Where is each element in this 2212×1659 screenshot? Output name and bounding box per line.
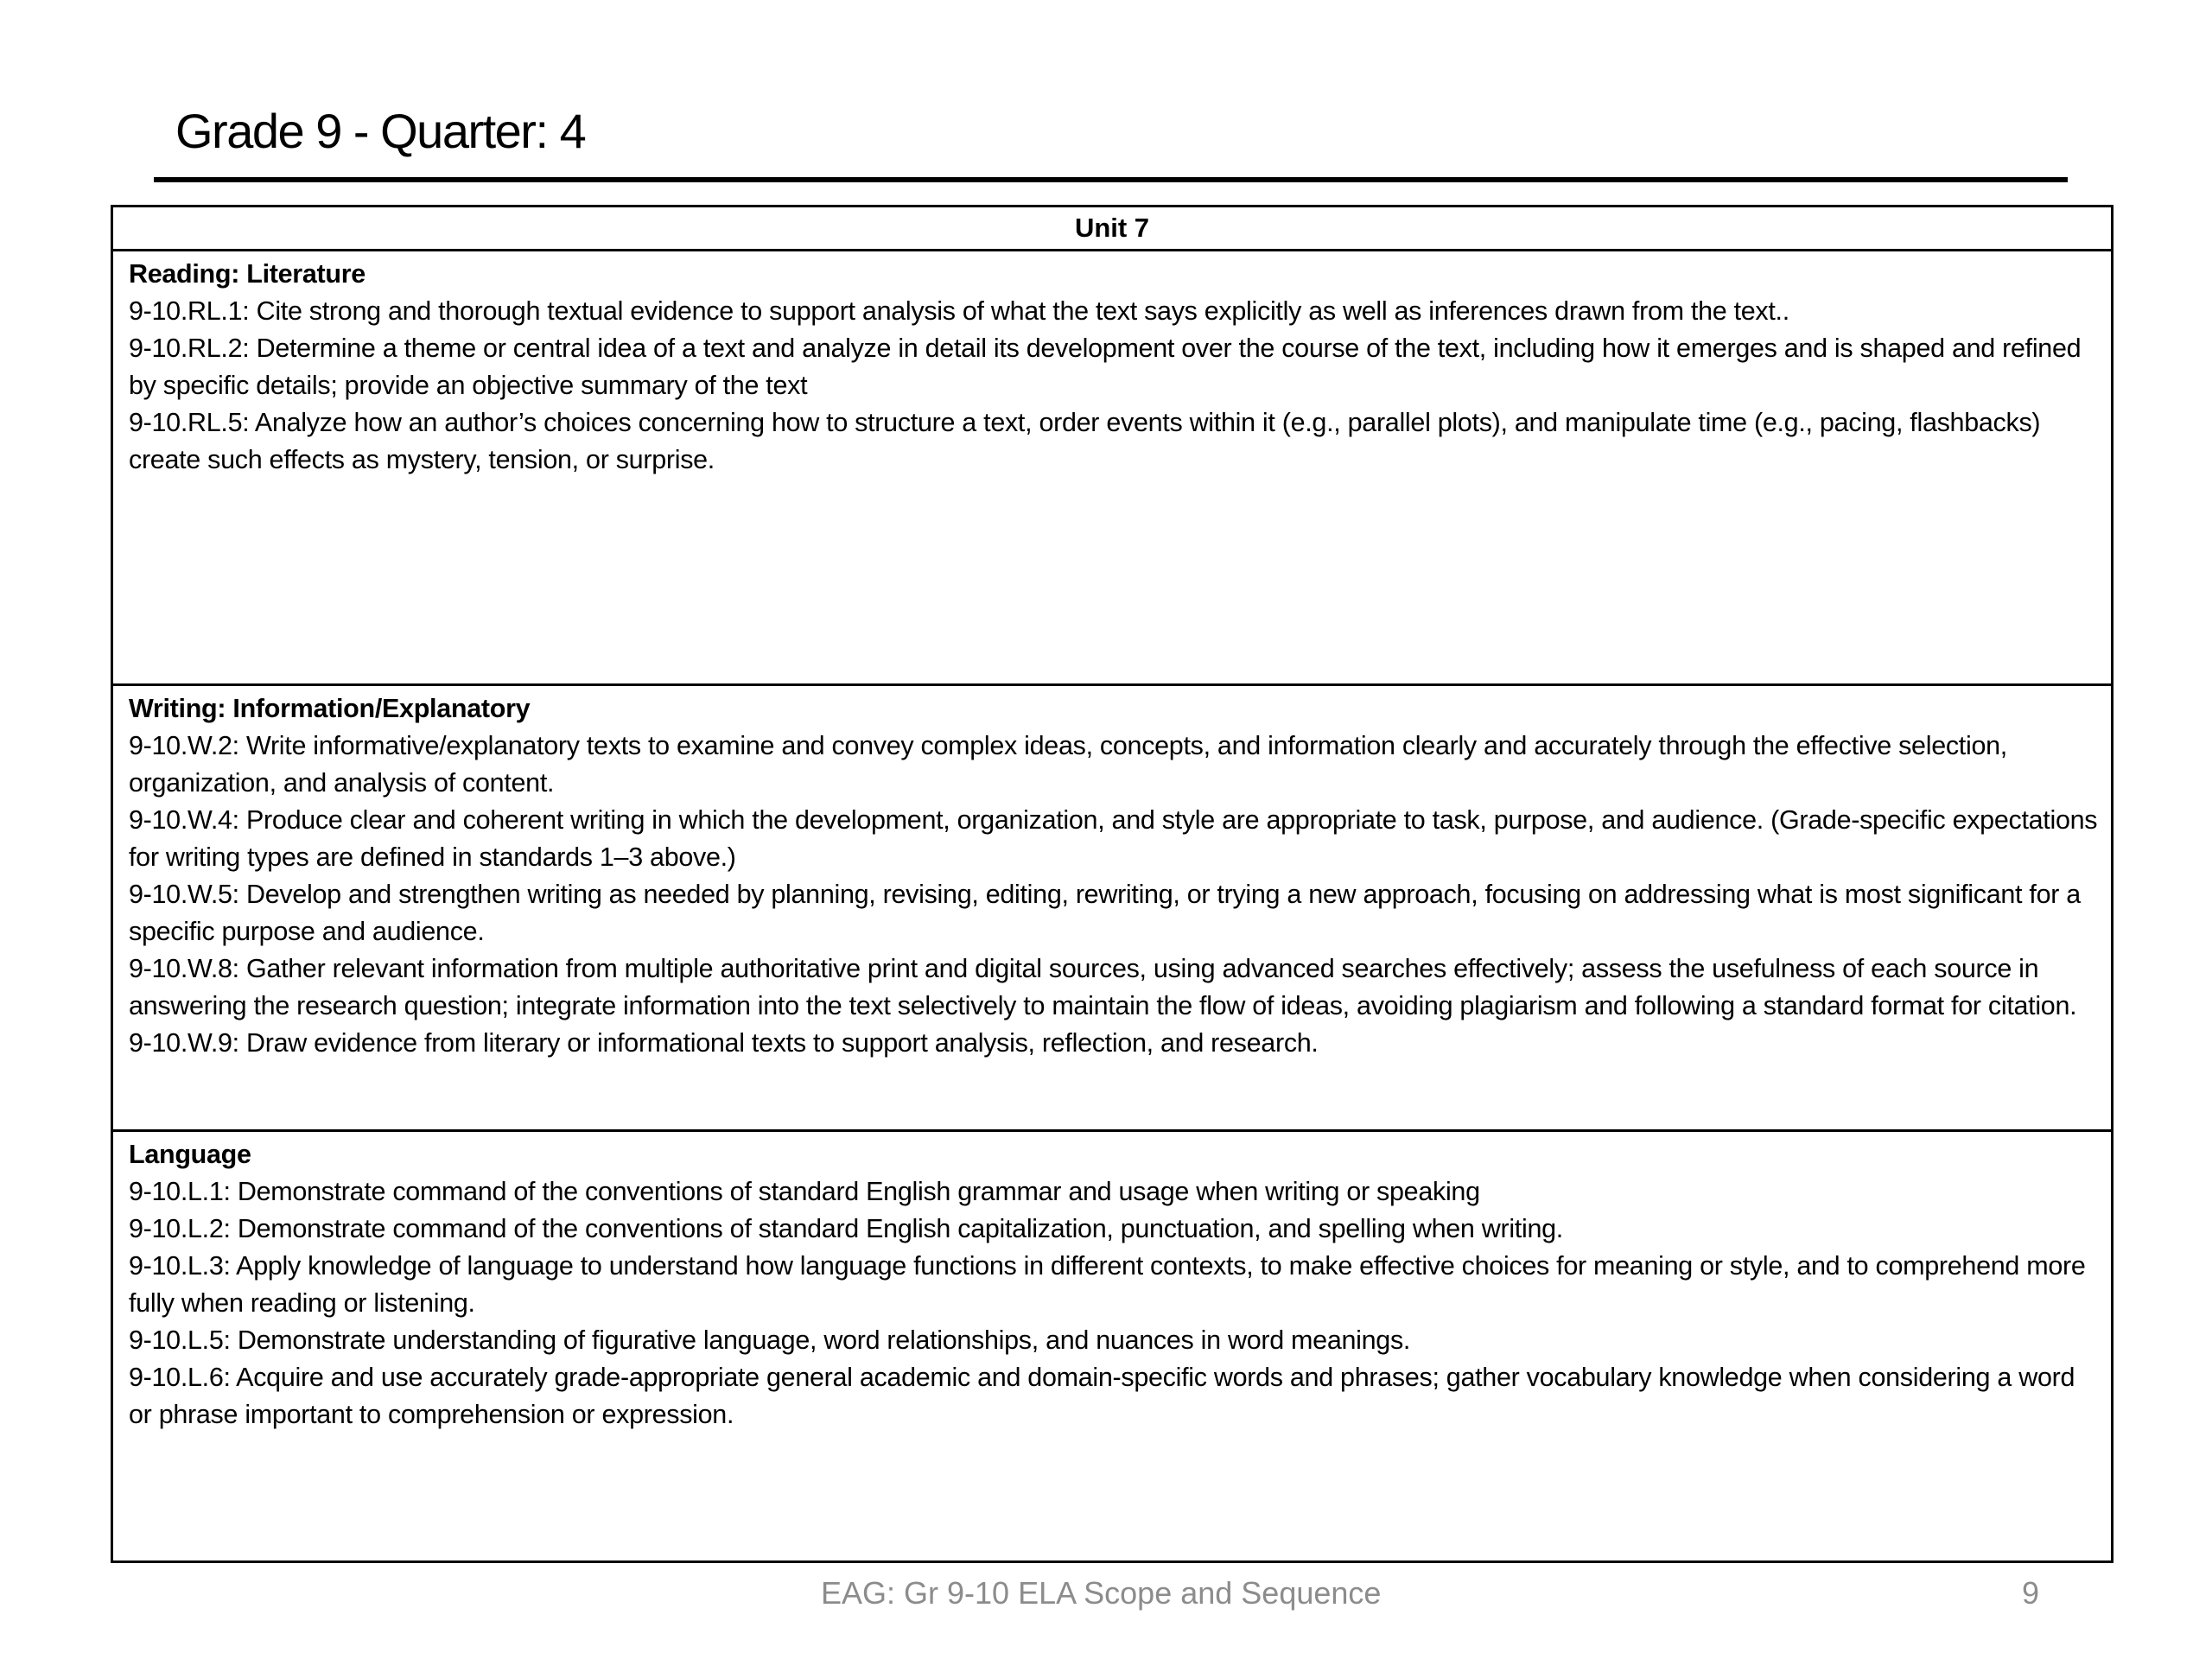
standard-l-6: 9-10.L.6: Acquire and use accurately grade-appropriate general academic and domain-specific words and phrases; gather vocabulary knowledge when considering a word or phrase important to comprehension or expression.	[129, 1363, 2075, 1429]
reading-literature-section	[113, 251, 2111, 686]
standard-w-2: 9-10.W.2: Write informative/explanatory texts to examine and convey complex ideas, concepts, and information clearly and accurately through the effective selection, organization, and analysis of content.	[129, 731, 2007, 798]
standard-w-4: 9-10.W.4: Produce clear and coherent writing in which the development, organization, and style are appropriate to task, purpose, and audience. (Grade-specific expectations for writing types are defined in standards 1–3 above.)	[129, 805, 2098, 872]
language-section	[113, 1132, 2111, 1560]
footer-text: EAG: Gr 9-10 ELA Scope and Sequence	[821, 1575, 1382, 1611]
section-heading-reading: Reading: Literature	[129, 259, 365, 289]
page-title: Grade 9 - Quarter: 4	[175, 104, 586, 158]
standard-rl-5: 9-10.RL.5: Analyze how an author’s choices concerning how to structure a text, order events within it (e.g., parallel plots), and manipulate time (e.g., pacing, flashbacks) create such effects as mystery, tension, or surprise.	[129, 408, 2041, 474]
standard-l-5: 9-10.L.5: Demonstrate understanding of figurative language, word relationships, and nuances in word meanings.	[129, 1325, 1411, 1355]
unit-table	[111, 205, 2113, 1563]
section-heading-writing: Writing: Information/Explanatory	[129, 694, 531, 723]
title-divider	[154, 177, 2068, 182]
page-number: 9	[2022, 1575, 2040, 1611]
standard-l-3: 9-10.L.3: Apply knowledge of language to understand how language functions in different contexts, to make effective choices for meaning or style, and to comprehend more fully when reading or listening.	[129, 1251, 2086, 1318]
writing-section	[113, 686, 2111, 1132]
section-heading-language: Language	[129, 1140, 251, 1169]
standard-w-8: 9-10.W.8: Gather relevant information from multiple authoritative print and digital sources, using advanced searches effectively; assess the usefulness of each source in answering the research question; integrate information into the text selectively to maintain the flow of ideas, avoiding plagiarism and following a standard format for citation.	[129, 954, 2077, 1020]
standard-w-5: 9-10.W.5: Develop and strengthen writing as needed by planning, revising, editing, rewriting, or trying a new approach, focusing on addressing what is most significant for a specific purpose and audience.	[129, 880, 2081, 946]
standard-rl-2: 9-10.RL.2: Determine a theme or central idea of a text and analyze in detail its development over the course of the text, including how it emerges and is shaped and refined by specific details; provide an objective summary of the text	[129, 334, 2082, 400]
standard-w-9: 9-10.W.9: Draw evidence from literary or informational texts to support analysis, reflection, and research.	[129, 1028, 1319, 1058]
unit-header: Unit 7	[113, 207, 2111, 251]
standard-rl-1: 9-10.RL.1: Cite strong and thorough textual evidence to support analysis of what the text says explicitly as well as inferences drawn from the text..	[129, 296, 1789, 326]
standard-l-1: 9-10.L.1: Demonstrate command of the conventions of standard English grammar and usage when writing or speaking	[129, 1177, 1480, 1206]
standard-l-2: 9-10.L.2: Demonstrate command of the conventions of standard English capitalization, punctuation, and spelling when writing.	[129, 1214, 1563, 1243]
